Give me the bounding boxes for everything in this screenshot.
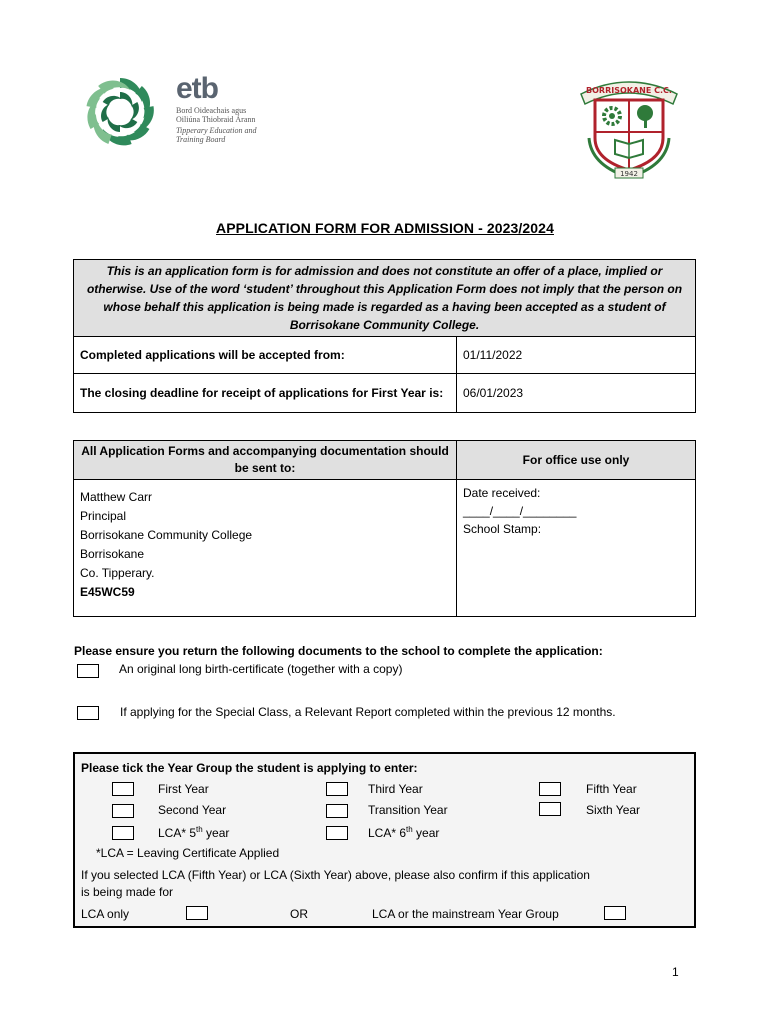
school-crest-icon <box>575 68 683 182</box>
address-block <box>74 480 457 617</box>
sixth-year-checkbox[interactable] <box>539 802 561 816</box>
lca-5th-year-checkbox[interactable] <box>112 826 134 840</box>
school-crest <box>575 68 683 182</box>
transition-year-label: Transition Year <box>368 803 448 817</box>
office-use-cell <box>457 480 696 617</box>
lca-footnote: *LCA = Leaving Certificate Applied <box>96 846 280 860</box>
documents-heading: Please ensure you return the following documents to the school to complete the application: <box>74 644 603 658</box>
birth-cert-checkbox[interactable] <box>77 664 99 678</box>
etb-english-line-1: Tipperary Education and <box>176 126 257 135</box>
transition-year-checkbox[interactable] <box>326 804 348 818</box>
etb-swirl-icon <box>80 72 170 152</box>
fifth-year-checkbox[interactable] <box>539 782 561 796</box>
address-header: All Application Forms and accompanying documentation should be sent to: <box>74 441 457 480</box>
year-group-heading: Please tick the Year Group the student is applying to enter: <box>81 761 418 775</box>
lca-5th-year-label: LCA* 5th year <box>158 825 230 840</box>
address-line: Matthew Carr <box>80 490 153 504</box>
lca-only-label: LCA only <box>81 907 130 921</box>
lca-confirm-line-2: is being made for <box>81 885 174 899</box>
crest-year: 1942 <box>620 170 638 178</box>
date-received-label: Date received: <box>463 486 541 500</box>
address-line: Borrisokane <box>80 547 145 561</box>
accepted-from-value: 01/11/2022 <box>457 337 696 374</box>
etb-wordmark: etb <box>176 72 218 105</box>
year-group-section <box>73 752 696 928</box>
deadline-value: 06/01/2023 <box>457 374 696 413</box>
third-year-checkbox[interactable] <box>326 782 348 796</box>
birth-cert-label: An original long birth-certificate (together with a copy) <box>119 662 403 676</box>
disclaimer-text: This is an application form is for admission and does not constitute an offer of a place, implied or otherwise. Use of the word ‘student’ throughout this Application Form does not imply that the person on whose behalf this application is being made is regarded as a having been accepted as a student of Borrisokane Community College. <box>74 260 696 337</box>
page-title: APPLICATION FORM FOR ADMISSION - 2023/2024 <box>216 220 554 236</box>
lca-6th-year-checkbox[interactable] <box>326 826 348 840</box>
second-year-checkbox[interactable] <box>112 804 134 818</box>
sixth-year-label: Sixth Year <box>586 803 641 817</box>
address-table <box>73 440 696 617</box>
mainstream-label: LCA or the mainstream Year Group <box>372 907 559 921</box>
lca-confirm-line-1: If you selected LCA (Fifth Year) or LCA (Sixth Year) above, please also confirm if this application <box>81 868 590 882</box>
etb-irish-line-1: Bord Oideachais agus <box>176 106 247 115</box>
address-line: Principal <box>80 509 127 523</box>
special-class-report-label: If applying for the Special Class, a Relevant Report completed within the previous 12 months. <box>120 705 616 719</box>
lca-only-checkbox[interactable] <box>186 906 208 920</box>
etb-irish-line-2: Oiliúna Thiobraid Árann <box>176 115 256 124</box>
third-year-label: Third Year <box>368 782 423 796</box>
lca-6th-year-label: LCA* 6th year <box>368 825 440 840</box>
deadline-label: The closing deadline for receipt of applications for First Year is: <box>74 374 457 413</box>
page-number: 1 <box>672 965 679 979</box>
address-line: Borrisokane Community College <box>80 528 253 542</box>
school-stamp-label: School Stamp: <box>463 522 542 536</box>
first-year-label: First Year <box>158 782 209 796</box>
address-line: Co. Tipperary. <box>80 566 155 580</box>
etb-english-line-2: Training Board <box>176 135 226 144</box>
disclaimer-table <box>73 259 696 413</box>
accepted-from-label: Completed applications will be accepted from: <box>74 337 457 374</box>
special-class-report-checkbox[interactable] <box>77 706 99 720</box>
first-year-checkbox[interactable] <box>112 782 134 796</box>
office-header: For office use only <box>457 441 696 480</box>
address-eircode: E45WC59 <box>80 585 135 599</box>
second-year-label: Second Year <box>158 803 227 817</box>
crest-name: BORRISOKANE C.C. <box>586 86 672 95</box>
date-received-blank[interactable]: ____/____/________ <box>463 504 577 518</box>
mainstream-checkbox[interactable] <box>604 906 626 920</box>
or-label: OR <box>290 907 308 921</box>
etb-logo <box>80 72 280 152</box>
fifth-year-label: Fifth Year <box>586 782 637 796</box>
